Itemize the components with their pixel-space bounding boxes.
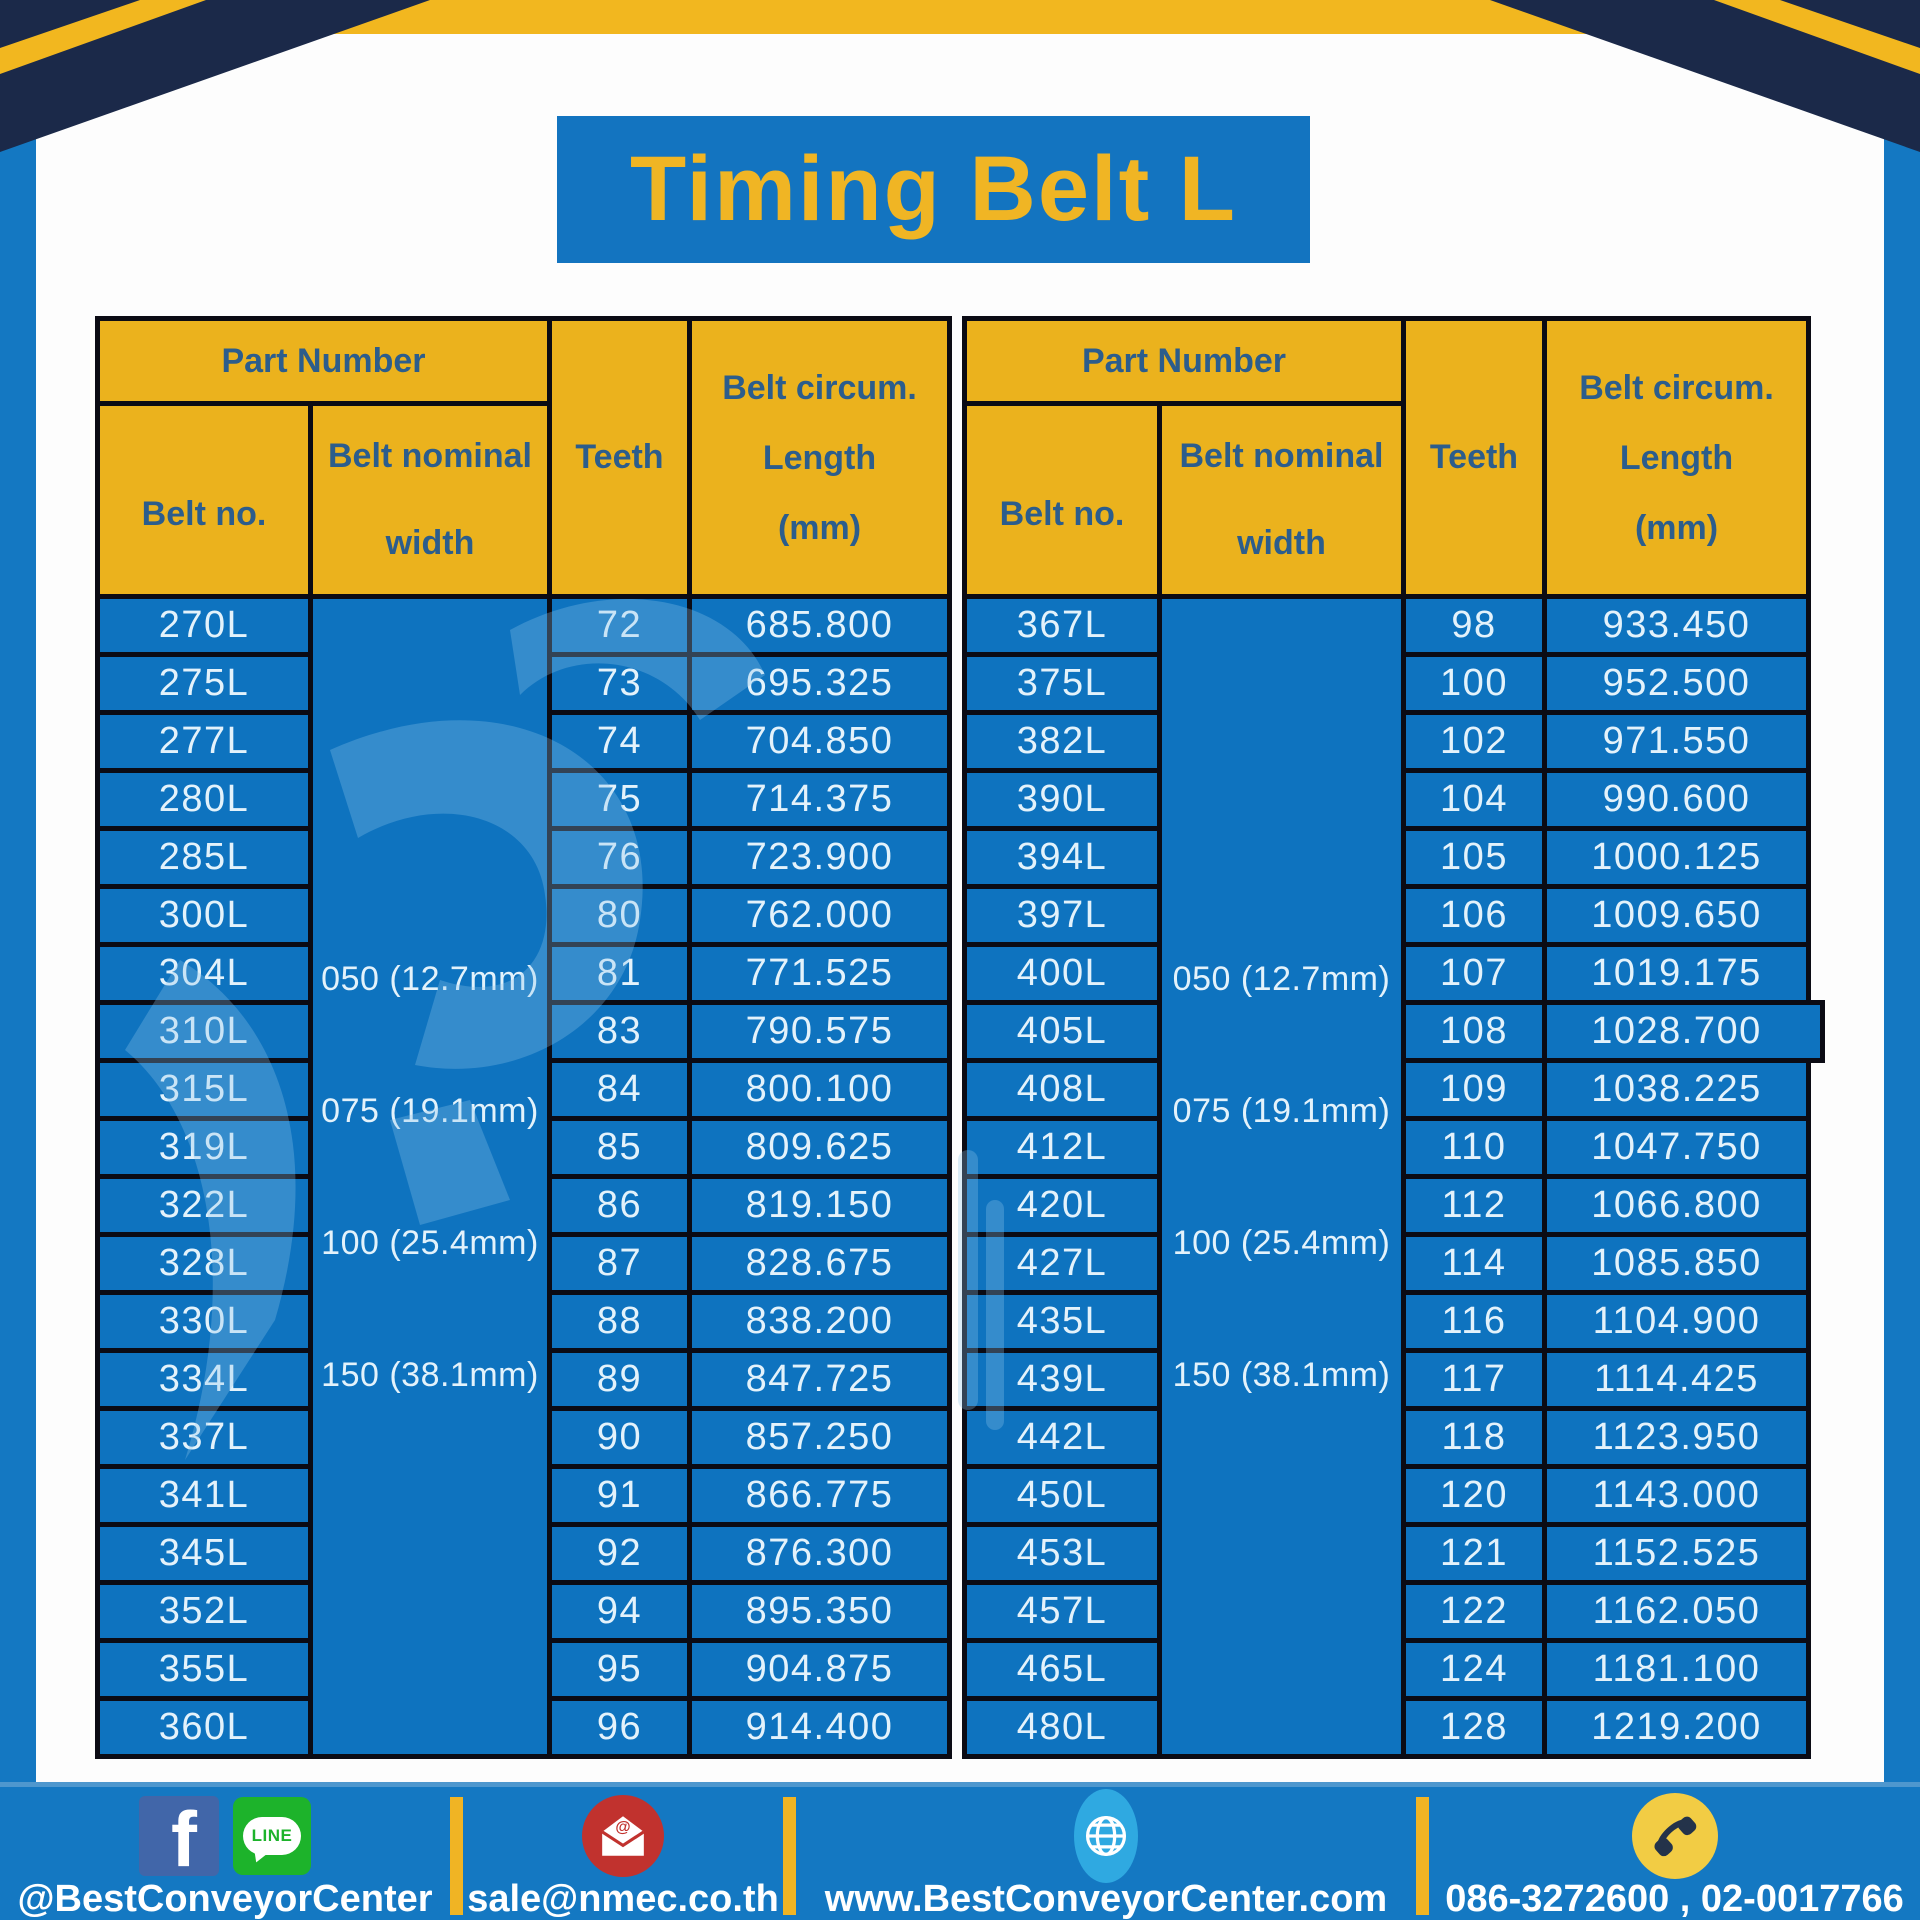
teeth-cell: 90 [550, 1409, 690, 1467]
belt-length-cell: 1000.125 [1545, 829, 1809, 887]
belt-length-cell: 1181.100 [1545, 1641, 1809, 1699]
belt-length-cell: 1123.950 [1545, 1409, 1809, 1467]
envelope-glyph [598, 1813, 648, 1859]
belt-length-cell: 971.550 [1545, 713, 1809, 771]
belt-no-cell: 400L [965, 945, 1160, 1003]
belt-length-cell: 847.725 [690, 1351, 950, 1409]
belt-length-cell: 704.850 [690, 713, 950, 771]
belt-no-cell: 277L [98, 713, 311, 771]
column-header-belt-no: Belt no. [965, 404, 1160, 597]
teeth-cell: 86 [550, 1177, 690, 1235]
teeth-cell: 76 [550, 829, 690, 887]
belt-no-cell: 300L [98, 887, 311, 945]
belt-no-cell: 412L [965, 1119, 1160, 1177]
belt-no-cell: 345L [98, 1525, 311, 1583]
website-section [796, 1787, 1416, 1920]
belt-length-cell: 790.575 [690, 1003, 950, 1061]
teeth-cell: 107 [1404, 945, 1545, 1003]
belt-no-cell: 275L [98, 655, 311, 713]
footer-divider [783, 1797, 796, 1915]
belt-no-cell: 319L [98, 1119, 311, 1177]
phone-section [1429, 1787, 1920, 1920]
belt-length-cell: 914.400 [690, 1699, 950, 1757]
timing-belt-table-left [95, 316, 952, 1759]
belt-length-cell: 1114.425 [1545, 1351, 1809, 1409]
teeth-cell: 109 [1404, 1061, 1545, 1119]
header-line: Length [762, 438, 877, 477]
belt-length-cell: 1066.800 [1545, 1177, 1809, 1235]
teeth-cell: 88 [550, 1293, 690, 1351]
teeth-cell: 95 [550, 1641, 690, 1699]
line-icon[interactable] [233, 1797, 311, 1875]
teeth-cell: 104 [1404, 771, 1545, 829]
teeth-cell: 106 [1404, 887, 1545, 945]
belt-no-cell: 310L [98, 1003, 311, 1061]
footer-divider [1416, 1797, 1429, 1915]
belt-width-option: 050 (12.7mm) [1172, 959, 1391, 998]
teeth-cell: 96 [550, 1699, 690, 1757]
belt-width-option: 100 (25.4mm) [1172, 1223, 1391, 1262]
belt-length-cell: 838.200 [690, 1293, 950, 1351]
belt-length-cell: 876.300 [690, 1525, 950, 1583]
teeth-cell: 98 [1404, 597, 1545, 655]
belt-width-option: 150 (38.1mm) [321, 1355, 539, 1394]
teeth-cell: 121 [1404, 1525, 1545, 1583]
belt-no-cell: 367L [965, 597, 1160, 655]
belt-no-cell: 480L [965, 1699, 1160, 1757]
globe-glyph [1080, 1810, 1132, 1862]
belt-length-cell: 990.600 [1545, 771, 1809, 829]
belt-no-cell: 285L [98, 829, 311, 887]
teeth-cell: 118 [1404, 1409, 1545, 1467]
belt-length-cell: 828.675 [690, 1235, 950, 1293]
facebook-icon[interactable] [139, 1796, 219, 1876]
social-handle[interactable]: @BestConveyorCenter [17, 1878, 433, 1920]
column-header-teeth: Teeth [550, 319, 690, 597]
header-row [98, 319, 950, 404]
belt-no-cell: 322L [98, 1177, 311, 1235]
belt-length-cell: 857.250 [690, 1409, 950, 1467]
teeth-cell: 108 [1404, 1003, 1545, 1061]
teeth-cell: 80 [550, 887, 690, 945]
column-header-belt-nominal-width [1160, 404, 1404, 597]
belt-no-cell: 315L [98, 1061, 311, 1119]
line-speech-bubble [243, 1817, 301, 1855]
teeth-cell: 73 [550, 655, 690, 713]
table-row [965, 597, 1809, 655]
belt-no-cell: 382L [965, 713, 1160, 771]
footer-divider [450, 1797, 463, 1915]
teeth-cell: 100 [1404, 655, 1545, 713]
belt-width-option: 150 (38.1mm) [1172, 1355, 1391, 1394]
belt-length-cell: 685.800 [690, 597, 950, 655]
belt-length-cell: 952.500 [1545, 655, 1809, 713]
belt-length-cell: 819.150 [690, 1177, 950, 1235]
belt-no-cell: 280L [98, 771, 311, 829]
teeth-cell: 89 [550, 1351, 690, 1409]
teeth-cell: 85 [550, 1119, 690, 1177]
teeth-cell: 83 [550, 1003, 690, 1061]
teeth-cell: 122 [1404, 1583, 1545, 1641]
teeth-cell: 114 [1404, 1235, 1545, 1293]
belt-no-cell: 457L [965, 1583, 1160, 1641]
belt-length-cell: 1047.750 [1545, 1119, 1809, 1177]
belt-length-cell: 895.350 [690, 1583, 950, 1641]
teeth-cell: 128 [1404, 1699, 1545, 1757]
header-line: (mm) [1634, 508, 1719, 547]
teeth-cell: 124 [1404, 1641, 1545, 1699]
belt-length-cell: 723.900 [690, 829, 950, 887]
belt-length-cell: 1143.000 [1545, 1467, 1809, 1525]
belt-no-cell: 334L [98, 1351, 311, 1409]
phone-handset-glyph [1648, 1809, 1702, 1863]
belt-length-cell: 1152.525 [1545, 1525, 1809, 1583]
belt-no-cell: 439L [965, 1351, 1160, 1409]
facebook-f-glyph: f [171, 1796, 197, 1876]
teeth-cell: 120 [1404, 1467, 1545, 1525]
belt-no-cell: 304L [98, 945, 311, 1003]
belt-length-cell: 695.325 [690, 655, 950, 713]
belt-no-cell: 442L [965, 1409, 1160, 1467]
header-line: Belt nominal [1179, 437, 1384, 475]
belt-length-cell: 1019.175 [1545, 945, 1809, 1003]
teeth-cell: 94 [550, 1583, 690, 1641]
belt-no-cell: 420L [965, 1177, 1160, 1235]
belt-length-cell: 1009.650 [1545, 887, 1809, 945]
belt-no-cell: 390L [965, 771, 1160, 829]
belt-length-cell: 800.100 [690, 1061, 950, 1119]
column-header-belt-no: Belt no. [98, 404, 311, 597]
belt-length-cell: 771.525 [690, 945, 950, 1003]
belt-width-option: 050 (12.7mm) [321, 959, 539, 998]
belt-length-cell: 866.775 [690, 1467, 950, 1525]
email-section [463, 1787, 783, 1920]
column-header-part-number: Part Number [98, 319, 550, 404]
belt-nominal-width-cell [311, 597, 550, 1757]
column-header-teeth: Teeth [1404, 319, 1545, 597]
header-line: Length [1619, 438, 1734, 477]
belt-no-cell: 465L [965, 1641, 1160, 1699]
column-header-belt-circum-length [690, 319, 950, 597]
teeth-cell: 92 [550, 1525, 690, 1583]
table-row [98, 597, 950, 655]
belt-no-cell: 355L [98, 1641, 311, 1699]
belt-length-cell: 714.375 [690, 771, 950, 829]
belt-length-cell: 1038.225 [1545, 1061, 1809, 1119]
belt-no-cell: 375L [965, 655, 1160, 713]
header-line: width [1237, 524, 1326, 562]
belt-length-cell: 809.625 [690, 1119, 950, 1177]
header-line: Belt circum. [1579, 368, 1774, 407]
belt-no-cell: 270L [98, 597, 311, 655]
belt-no-cell: 408L [965, 1061, 1160, 1119]
belt-length-cell: 1219.200 [1545, 1699, 1809, 1757]
header-line: (mm) [777, 508, 862, 547]
teeth-cell: 110 [1404, 1119, 1545, 1177]
belt-length-cell: 1028.700 [1545, 1003, 1809, 1061]
column-header-belt-nominal-width [311, 404, 550, 597]
belt-no-cell: 450L [965, 1467, 1160, 1525]
teeth-cell: 74 [550, 713, 690, 771]
belt-nominal-width-cell [1160, 597, 1404, 1757]
timing-belt-table-right [962, 316, 1811, 1759]
belt-no-cell: 337L [98, 1409, 311, 1467]
footer-contact-bar [0, 1782, 1920, 1920]
phone-icon[interactable] [1632, 1793, 1718, 1879]
header-row [965, 319, 1809, 404]
belt-no-cell: 453L [965, 1525, 1160, 1583]
teeth-cell: 102 [1404, 713, 1545, 771]
teeth-cell: 116 [1404, 1293, 1545, 1351]
belt-length-cell: 1104.900 [1545, 1293, 1809, 1351]
line-label: LINE [251, 1826, 293, 1845]
belt-length-cell: 933.450 [1545, 597, 1809, 655]
page-title-box [557, 116, 1310, 263]
email-icon[interactable] [582, 1795, 664, 1877]
belt-width-option: 075 (19.1mm) [1172, 1091, 1391, 1130]
belt-no-cell: 341L [98, 1467, 311, 1525]
teeth-cell: 75 [550, 771, 690, 829]
belt-length-cell: 904.875 [690, 1641, 950, 1699]
header-line: width [385, 524, 475, 562]
header-line: Belt nominal [327, 437, 533, 475]
belt-no-cell: 435L [965, 1293, 1160, 1351]
teeth-cell: 81 [550, 945, 690, 1003]
teeth-cell: 72 [550, 597, 690, 655]
belt-length-cell: 1162.050 [1545, 1583, 1809, 1641]
belt-no-cell: 427L [965, 1235, 1160, 1293]
belt-width-option: 075 (19.1mm) [321, 1091, 539, 1130]
teeth-cell: 105 [1404, 829, 1545, 887]
teeth-cell: 84 [550, 1061, 690, 1119]
belt-no-cell: 397L [965, 887, 1160, 945]
teeth-cell: 112 [1404, 1177, 1545, 1235]
globe-icon[interactable] [1074, 1789, 1138, 1883]
social-media-section [0, 1787, 450, 1920]
header-line: Belt circum. [722, 368, 917, 407]
svg-text:@: @ [615, 1818, 631, 1836]
email-address[interactable]: sale@nmec.co.th [467, 1878, 779, 1920]
belt-no-cell: 405L [965, 1003, 1160, 1061]
belt-no-cell: 352L [98, 1583, 311, 1641]
teeth-cell: 117 [1404, 1351, 1545, 1409]
social-icons [139, 1793, 311, 1879]
phone-numbers[interactable]: 086-3272600 , 02-0017766 [1445, 1878, 1904, 1920]
column-header-part-number: Part Number [965, 319, 1404, 404]
belt-no-cell: 328L [98, 1235, 311, 1293]
belt-width-option: 100 (25.4mm) [321, 1223, 539, 1262]
page-title: Timing Belt L [630, 138, 1237, 240]
column-header-belt-circum-length [1545, 319, 1809, 597]
belt-length-cell: 762.000 [690, 887, 950, 945]
belt-no-cell: 360L [98, 1699, 311, 1757]
teeth-cell: 91 [550, 1467, 690, 1525]
belt-no-cell: 394L [965, 829, 1160, 887]
belt-length-cell: 1085.850 [1545, 1235, 1809, 1293]
belt-no-cell: 330L [98, 1293, 311, 1351]
teeth-cell: 87 [550, 1235, 690, 1293]
website-url[interactable]: www.BestConveyorCenter.com [824, 1878, 1388, 1920]
